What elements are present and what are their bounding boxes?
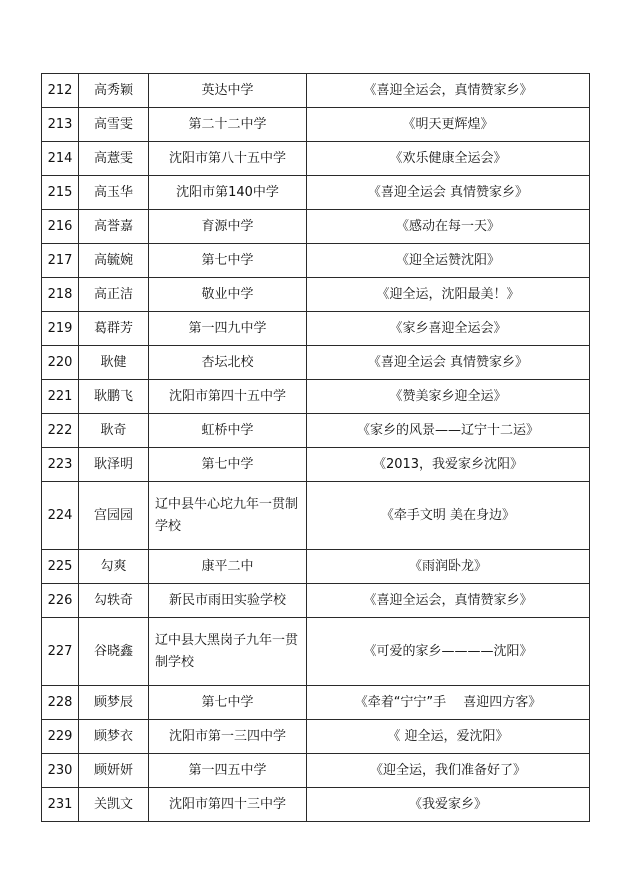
entry-number: 226: [42, 584, 79, 618]
entry-number: 228: [42, 686, 79, 720]
school-name: 沈阳市第140中学: [149, 176, 307, 210]
student-name: 耿健: [79, 346, 149, 380]
table-row: [42, 244, 590, 278]
entry-number: 220: [42, 346, 79, 380]
table-row: [42, 108, 590, 142]
table-row: [42, 618, 590, 686]
table-row: [42, 176, 590, 210]
student-name: 高正洁: [79, 278, 149, 312]
school-name: 第七中学: [149, 686, 307, 720]
school-name: 沈阳市第四十三中学: [149, 788, 307, 822]
school-name: 英达中学: [149, 74, 307, 108]
table-row: [42, 754, 590, 788]
school-name: 新民市雨田实验学校: [149, 584, 307, 618]
entry-number: 230: [42, 754, 79, 788]
table-row: [42, 380, 590, 414]
work-title: 《我爱家乡》: [307, 788, 590, 822]
school-name: 第一四五中学: [149, 754, 307, 788]
work-title: 《喜迎全运会，真情赞家乡》: [307, 584, 590, 618]
school-name: 杏坛北校: [149, 346, 307, 380]
entry-number: 215: [42, 176, 79, 210]
work-title: 《家乡喜迎全运会》: [307, 312, 590, 346]
student-name: 高誉嘉: [79, 210, 149, 244]
entry-number: 218: [42, 278, 79, 312]
entry-number: 225: [42, 550, 79, 584]
work-title: 《喜迎全运会，真情赞家乡》: [307, 74, 590, 108]
work-title: 《2013，我爱家乡沈阳》: [307, 448, 590, 482]
school-name: 第七中学: [149, 448, 307, 482]
entry-number: 229: [42, 720, 79, 754]
entry-number: 223: [42, 448, 79, 482]
school-name: 育源中学: [149, 210, 307, 244]
work-title: 《迎全运赞沈阳》: [307, 244, 590, 278]
entry-number: 219: [42, 312, 79, 346]
school-name: 虹桥中学: [149, 414, 307, 448]
table-row: [42, 584, 590, 618]
work-title: 《家乡的风景——辽宁十二运》: [307, 414, 590, 448]
entry-number: 224: [42, 482, 79, 550]
table-row: [42, 312, 590, 346]
entry-number: 217: [42, 244, 79, 278]
student-name: 高雪雯: [79, 108, 149, 142]
student-name: 高秀颖: [79, 74, 149, 108]
school-name: 第二十二中学: [149, 108, 307, 142]
entry-number: 222: [42, 414, 79, 448]
student-name: 勾轶奇: [79, 584, 149, 618]
school-name: 康平二中: [149, 550, 307, 584]
student-name: 勾爽: [79, 550, 149, 584]
school-name: 沈阳市第一三四中学: [149, 720, 307, 754]
student-name: 高薏雯: [79, 142, 149, 176]
entry-number: 214: [42, 142, 79, 176]
table-row: [42, 346, 590, 380]
student-name: 耿泽明: [79, 448, 149, 482]
entry-number: 221: [42, 380, 79, 414]
work-title: 《牵手文明 美在身边》: [307, 482, 590, 550]
table-row: [42, 448, 590, 482]
school-name: 沈阳市第八十五中学: [149, 142, 307, 176]
school-name: 第一四九中学: [149, 312, 307, 346]
school-name: 敬业中学: [149, 278, 307, 312]
entry-number: 212: [42, 74, 79, 108]
student-name: 顾妍妍: [79, 754, 149, 788]
work-title: 《赞美家乡迎全运》: [307, 380, 590, 414]
student-name: 高毓婉: [79, 244, 149, 278]
table-row: [42, 210, 590, 244]
table-row: [42, 482, 590, 550]
work-title: 《迎全运，沈阳最美！》: [307, 278, 590, 312]
table-row: [42, 550, 590, 584]
school-name: 辽中县大黑岗子九年一贯制学校: [149, 618, 307, 686]
table-row: [42, 788, 590, 822]
work-title: 《欢乐健康全运会》: [307, 142, 590, 176]
work-title: 《感动在每一天》: [307, 210, 590, 244]
student-name: 高玉华: [79, 176, 149, 210]
entry-number: 216: [42, 210, 79, 244]
table-row: [42, 142, 590, 176]
school-name: 辽中县牛心坨九年一贯制学校: [149, 482, 307, 550]
table-row: [42, 278, 590, 312]
student-name: 宫园园: [79, 482, 149, 550]
table-row: [42, 720, 590, 754]
entry-number: 231: [42, 788, 79, 822]
entry-number: 227: [42, 618, 79, 686]
work-title: 《雨润卧龙》: [307, 550, 590, 584]
work-title: 《 迎全运，爱沈阳》: [307, 720, 590, 754]
work-title: 《可爱的家乡————沈阳》: [307, 618, 590, 686]
table-row: [42, 686, 590, 720]
entries-table-body: [42, 74, 590, 822]
school-name: 第七中学: [149, 244, 307, 278]
student-name: 关凯文: [79, 788, 149, 822]
entries-table: [41, 73, 590, 822]
table-row: [42, 74, 590, 108]
entry-number: 213: [42, 108, 79, 142]
work-title: 《迎全运，我们准备好了》: [307, 754, 590, 788]
student-name: 葛群芳: [79, 312, 149, 346]
student-name: 耿奇: [79, 414, 149, 448]
student-name: 顾梦衣: [79, 720, 149, 754]
table-row: [42, 414, 590, 448]
work-title: 《喜迎全运会 真情赞家乡》: [307, 176, 590, 210]
school-name: 沈阳市第四十五中学: [149, 380, 307, 414]
work-title: 《牵着“宁宁”手 喜迎四方客》: [307, 686, 590, 720]
work-title: 《明天更辉煌》: [307, 108, 590, 142]
work-title: 《喜迎全运会 真情赞家乡》: [307, 346, 590, 380]
student-name: 耿鹏飞: [79, 380, 149, 414]
student-name: 顾梦辰: [79, 686, 149, 720]
student-name: 谷晓鑫: [79, 618, 149, 686]
